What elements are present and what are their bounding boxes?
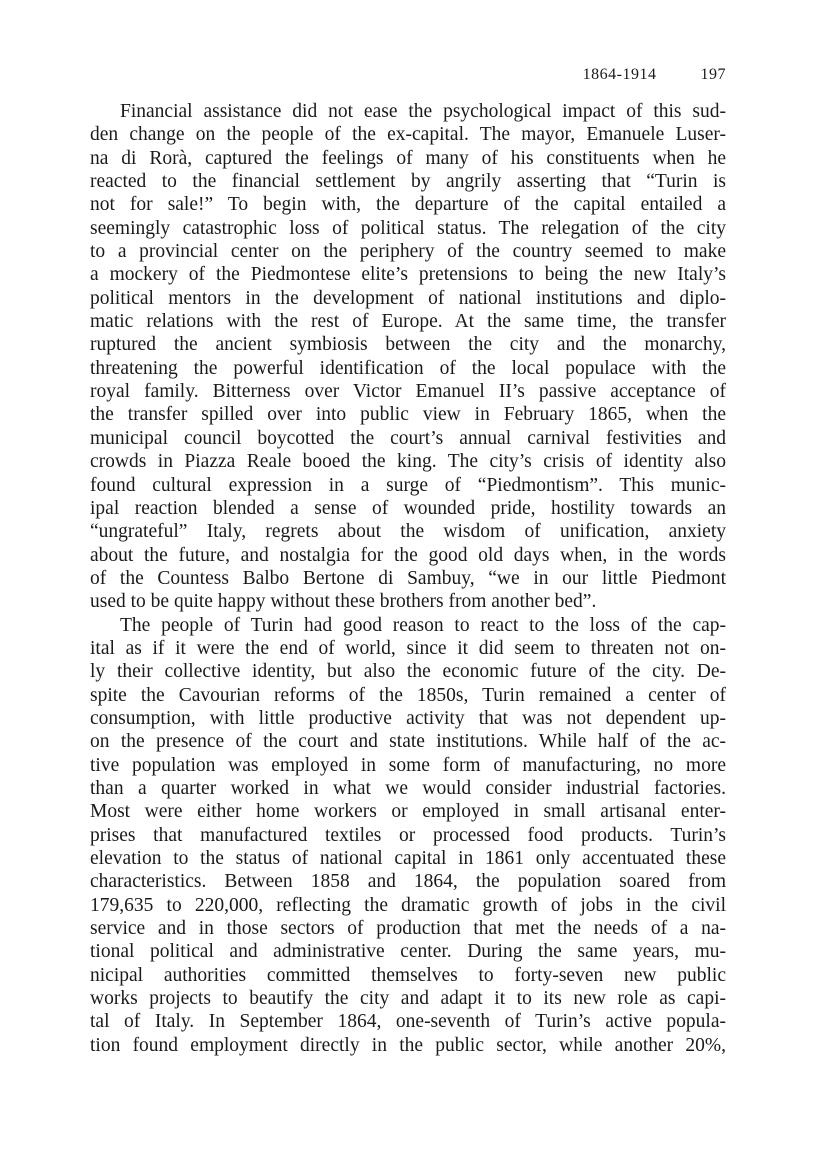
text-line: royal family. Bitterness over Victor Emanuel II’s passive acceptance of [90,381,726,403]
text-line: na di Rorà, captured the feelings of many of his constituents when he [90,147,726,169]
text-line: seemingly catastrophic loss of political status. The relegation of the city [90,217,726,239]
text-line: not for sale!” To begin with, the departure of the capital entailed a [90,194,726,216]
text-line: tive population was employed in some form of manufacturing, no more [90,754,726,776]
running-head-title: 1864-1914 [582,66,657,83]
text-line: of the Countess Balbo Bertone di Sambuy, “we in our little Piedmont [90,567,726,589]
text-line: reacted to the financial settlement by angrily asserting that “Turin is [90,171,726,193]
text-line: ruptured the ancient symbiosis between the city and the monarchy, [90,334,726,356]
text-line: on the presence of the court and state institutions. While half of the ac- [90,731,726,753]
text-line: crowds in Piazza Reale booed the king. The city’s crisis of identity also [90,451,726,473]
text-line: spite the Cavourian reforms of the 1850s, Turin remained a center of [90,684,726,706]
text-line: ly their collective identity, but also the economic future of the city. De- [90,661,726,683]
text-line: den change on the people of the ex-capital. The mayor, Emanuele Luser- [90,124,726,146]
text-line: ital as if it were the end of world, since it did seem to threaten not on- [90,637,726,659]
text-line: Most were either home workers or employed in small artisanal enter- [90,801,726,823]
text-line: matic relations with the rest of Europe. At the same time, the transfer [90,311,726,333]
text-line: to a provincial center on the periphery of the country seemed to make [90,241,726,263]
text-line: than a quarter worked in what we would consider industrial factories. [90,777,726,799]
text-line: nicipal authorities committed themselves to forty-seven new public [90,964,726,986]
text-line: tion found employment directly in the public sector, while another 20%, [90,1034,726,1056]
page-number: 197 [700,66,726,83]
text-line: political mentors in the development of national institutions and diplo- [90,287,726,309]
text-line: 179,635 to 220,000, reflecting the dramatic growth of jobs in the civil [90,894,726,916]
text-line: used to be quite happy without these brothers from another bed”. [90,591,597,613]
text-line: tional political and administrative center. During the same years, mu- [90,941,726,963]
text-line: consumption, with little productive activity that was not dependent up- [90,707,726,729]
text-line: prises that manufactured textiles or processed food products. Turin’s [90,824,726,846]
text-line: elevation to the status of national capital in 1861 only accentuated these [90,848,726,869]
body-text [90,100,726,1057]
text-line: threatening the powerful identification of the local populace with the [90,357,726,379]
text-line: The people of Turin had good reason to react to the loss of the cap- [120,614,726,636]
text-line: a mockery of the Piedmontese elite’s pretensions to being the new Italy’s [90,264,726,286]
text-line: found cultural expression in a surge of “Piedmontism”. This munic- [90,474,726,496]
text-line: works projects to beautify the city and adapt it to its new role as capi- [90,988,726,1010]
running-head [90,64,726,86]
text-line: Financial assistance did not ease the psychological impact of this sud- [120,101,726,122]
text-line: the transfer spilled over into public view in February 1865, when the [90,404,726,426]
text-line: service and in those sectors of production that met the needs of a na- [90,918,726,940]
text-line: tal of Italy. In September 1864, one-seventh of Turin’s active popula- [90,1011,726,1033]
text-line: “ungrateful” Italy, regrets about the wisdom of unification, anxiety [90,521,726,543]
text-line: ipal reaction blended a sense of wounded pride, hostility towards an [90,497,726,519]
text-line: about the future, and nostalgia for the good old days when, in the words [90,544,726,566]
text-line: characteristics. Between 1858 and 1864, the population soared from [90,871,726,893]
text-line: municipal council boycotted the court’s annual carnival festivities and [90,427,726,449]
